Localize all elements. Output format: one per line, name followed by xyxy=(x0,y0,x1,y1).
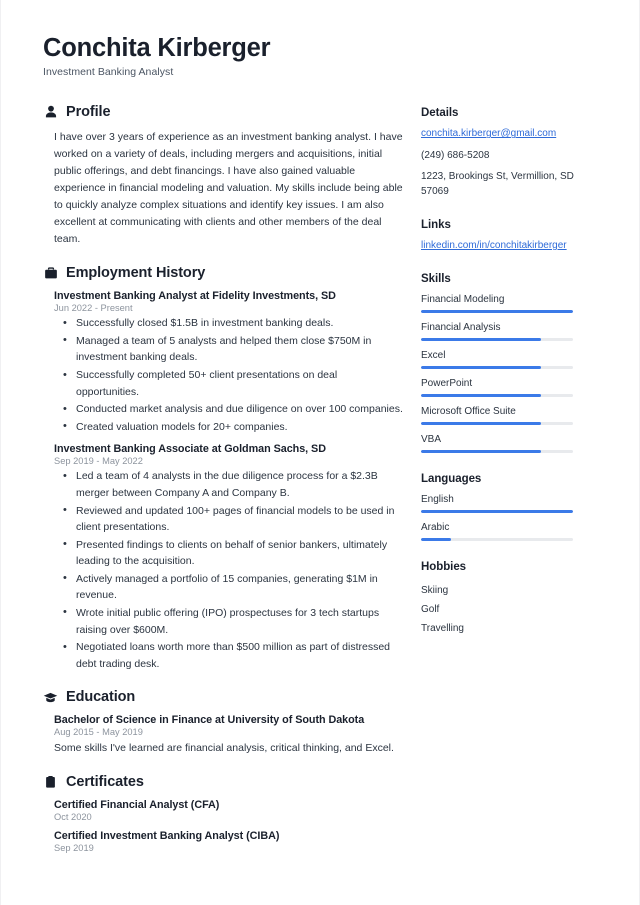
skill-label: Financial Analysis xyxy=(421,322,501,334)
list-item: • Successfully closed $1.5B in investment banking deals. xyxy=(74,315,403,332)
section-education-title: Education xyxy=(66,689,136,706)
sidebar-skills-title: Skills xyxy=(421,273,451,286)
language-meter-track xyxy=(421,538,573,541)
skill-item xyxy=(421,349,583,369)
employment-entry xyxy=(54,290,403,435)
skill-meter-track xyxy=(421,394,573,397)
skill-meter-fill xyxy=(421,450,541,453)
list-item: • Reviewed and updated 100+ pages of financial models to be used in client presentations. xyxy=(74,503,403,536)
skill-label: Financial Modeling xyxy=(421,294,505,306)
education-entry xyxy=(54,714,403,757)
section-education-body xyxy=(43,714,403,757)
skill-item xyxy=(421,433,583,453)
main-column xyxy=(43,104,421,870)
page-title: Conchita Kirberger xyxy=(43,34,271,62)
list-item: • Led a team of 4 analysts in the due diligence process for a $2.3B merger between Company A and Company B. xyxy=(74,468,403,501)
resume-header xyxy=(43,34,599,78)
skill-item xyxy=(421,321,583,341)
list-item: • Created valuation models for 20+ companies. xyxy=(74,419,403,436)
job-title: Investment Banking Analyst xyxy=(43,66,174,79)
list-item: • Managed a team of 5 analysts and helped them close $750M in investment banking deals. xyxy=(74,333,403,366)
list-item: • Successfully completed 50+ client presentations on deal opportunities. xyxy=(74,367,403,400)
resume-body xyxy=(43,104,599,870)
hobby-item: Golf xyxy=(421,604,440,616)
profile-text: I have over 3 years of experience as an investment banking analyst. I have worked on a variety of deals, including mergers and acquisitions, initial public offerings, and debt financings. I have also gained valuable experience in financial modeling and valuation. My skills include being able to quickly analyze complex situations and identify key issues. I am also excellent at communicating with clients and other members of the deal team. xyxy=(54,131,403,246)
section-employment-header xyxy=(43,265,403,281)
skill-item xyxy=(421,293,583,313)
employment-entry-date: Sep 2019 - May 2022 xyxy=(54,456,143,467)
sidebar-block-links xyxy=(421,219,583,254)
certificate-entry-title: Certified Financial Analyst (CFA) xyxy=(54,799,220,812)
section-certificates-body xyxy=(43,799,403,853)
skill-meter-fill xyxy=(421,422,541,425)
skill-meter-track xyxy=(421,450,573,453)
section-education xyxy=(43,689,403,757)
education-entry-title: Bachelor of Science in Finance at University of South Dakota xyxy=(54,714,365,727)
section-profile-body xyxy=(43,129,403,248)
phone-text: (249) 686-5208 xyxy=(421,149,490,161)
skill-meter-track xyxy=(421,310,573,313)
sidebar-block-hobbies xyxy=(421,561,583,638)
sidebar-languages-title: Languages xyxy=(421,473,482,486)
section-profile-header xyxy=(43,104,403,120)
language-label: Arabic xyxy=(421,522,450,534)
employment-entry-bullets xyxy=(54,315,403,435)
section-certificates xyxy=(43,774,403,853)
section-employment xyxy=(43,265,403,672)
section-profile xyxy=(43,104,403,248)
section-certificates-title: Certificates xyxy=(66,774,144,791)
language-item xyxy=(421,521,583,541)
address-text: 1223, Brookings St, Vermillion, SD 57069 xyxy=(421,170,574,197)
language-meter-track xyxy=(421,510,573,513)
certificate-entry-date: Sep 2019 xyxy=(54,843,94,854)
list-item: • Negotiated loans worth more than $500 million as part of distressed debt trading desk. xyxy=(74,639,403,672)
certificate-entry xyxy=(54,830,403,853)
employment-entry-title: Investment Banking Associate at Goldman Sachs, SD xyxy=(54,443,326,456)
skill-label: Microsoft Office Suite xyxy=(421,406,516,418)
skill-item xyxy=(421,377,583,397)
section-education-header xyxy=(43,689,403,705)
list-item: • Actively managed a portfolio of 15 companies, generating $1M in revenue. xyxy=(74,571,403,604)
list-item: • Presented findings to clients on behalf of senior bankers, ultimately leading to the acquisition. xyxy=(74,537,403,570)
hobby-item: Travelling xyxy=(421,623,464,635)
person-icon xyxy=(43,105,58,120)
certificate-entry-title: Certified Investment Banking Analyst (CIBA) xyxy=(54,830,280,843)
language-label: English xyxy=(421,494,454,506)
sidebar-links-title: Links xyxy=(421,218,451,231)
skill-item xyxy=(421,405,583,425)
list-item: • Wrote initial public offering (IPO) prospectuses for 3 tech startups raising over $600M. xyxy=(74,605,403,638)
skill-label: Excel xyxy=(421,350,446,362)
certificate-icon xyxy=(43,775,58,790)
skill-label: PowerPoint xyxy=(421,378,473,390)
education-entry-date: Aug 2015 - May 2019 xyxy=(54,727,143,738)
employment-entry-date: Jun 2022 - Present xyxy=(54,303,133,314)
section-profile-title: Profile xyxy=(66,104,111,121)
skill-meter-track xyxy=(421,422,573,425)
briefcase-icon xyxy=(43,266,58,281)
email-link[interactable]: conchita.kirberger@gmail.com xyxy=(421,128,557,140)
skill-meter-track xyxy=(421,366,573,369)
language-meter-fill xyxy=(421,538,451,541)
section-employment-body xyxy=(43,290,403,672)
section-employment-title: Employment History xyxy=(66,265,206,282)
employment-entry xyxy=(54,443,403,672)
employment-entry-title: Investment Banking Analyst at Fidelity Investments, SD xyxy=(54,290,336,303)
education-entry-description: Some skills I've learned are financial analysis, critical thinking, and Excel. xyxy=(54,742,394,755)
list-item: • Conducted market analysis and due diligence on over 100 companies. xyxy=(74,401,403,418)
language-meter-fill xyxy=(421,510,573,513)
sidebar-block-details xyxy=(421,107,583,199)
skill-meter-fill xyxy=(421,366,541,369)
sidebar-details-title: Details xyxy=(421,107,459,120)
employment-entry-bullets xyxy=(54,468,403,672)
skill-meter-track xyxy=(421,338,573,341)
language-item xyxy=(421,493,583,513)
section-certificates-header xyxy=(43,774,403,790)
sidebar-block-skills xyxy=(421,273,583,453)
sidebar-hobbies-title: Hobbies xyxy=(421,561,467,574)
sidebar-block-languages xyxy=(421,473,583,541)
hobby-item: Skiing xyxy=(421,585,449,597)
linkedin-link[interactable]: linkedin.com/in/conchitakirberger xyxy=(421,239,567,251)
skill-label: VBA xyxy=(421,434,442,446)
graduation-cap-icon xyxy=(43,690,58,705)
certificate-entry-date: Oct 2020 xyxy=(54,812,92,823)
certificate-entry xyxy=(54,799,403,822)
sidebar xyxy=(421,104,583,658)
skill-meter-fill xyxy=(421,310,573,313)
skill-meter-fill xyxy=(421,338,541,341)
skill-meter-fill xyxy=(421,394,541,397)
